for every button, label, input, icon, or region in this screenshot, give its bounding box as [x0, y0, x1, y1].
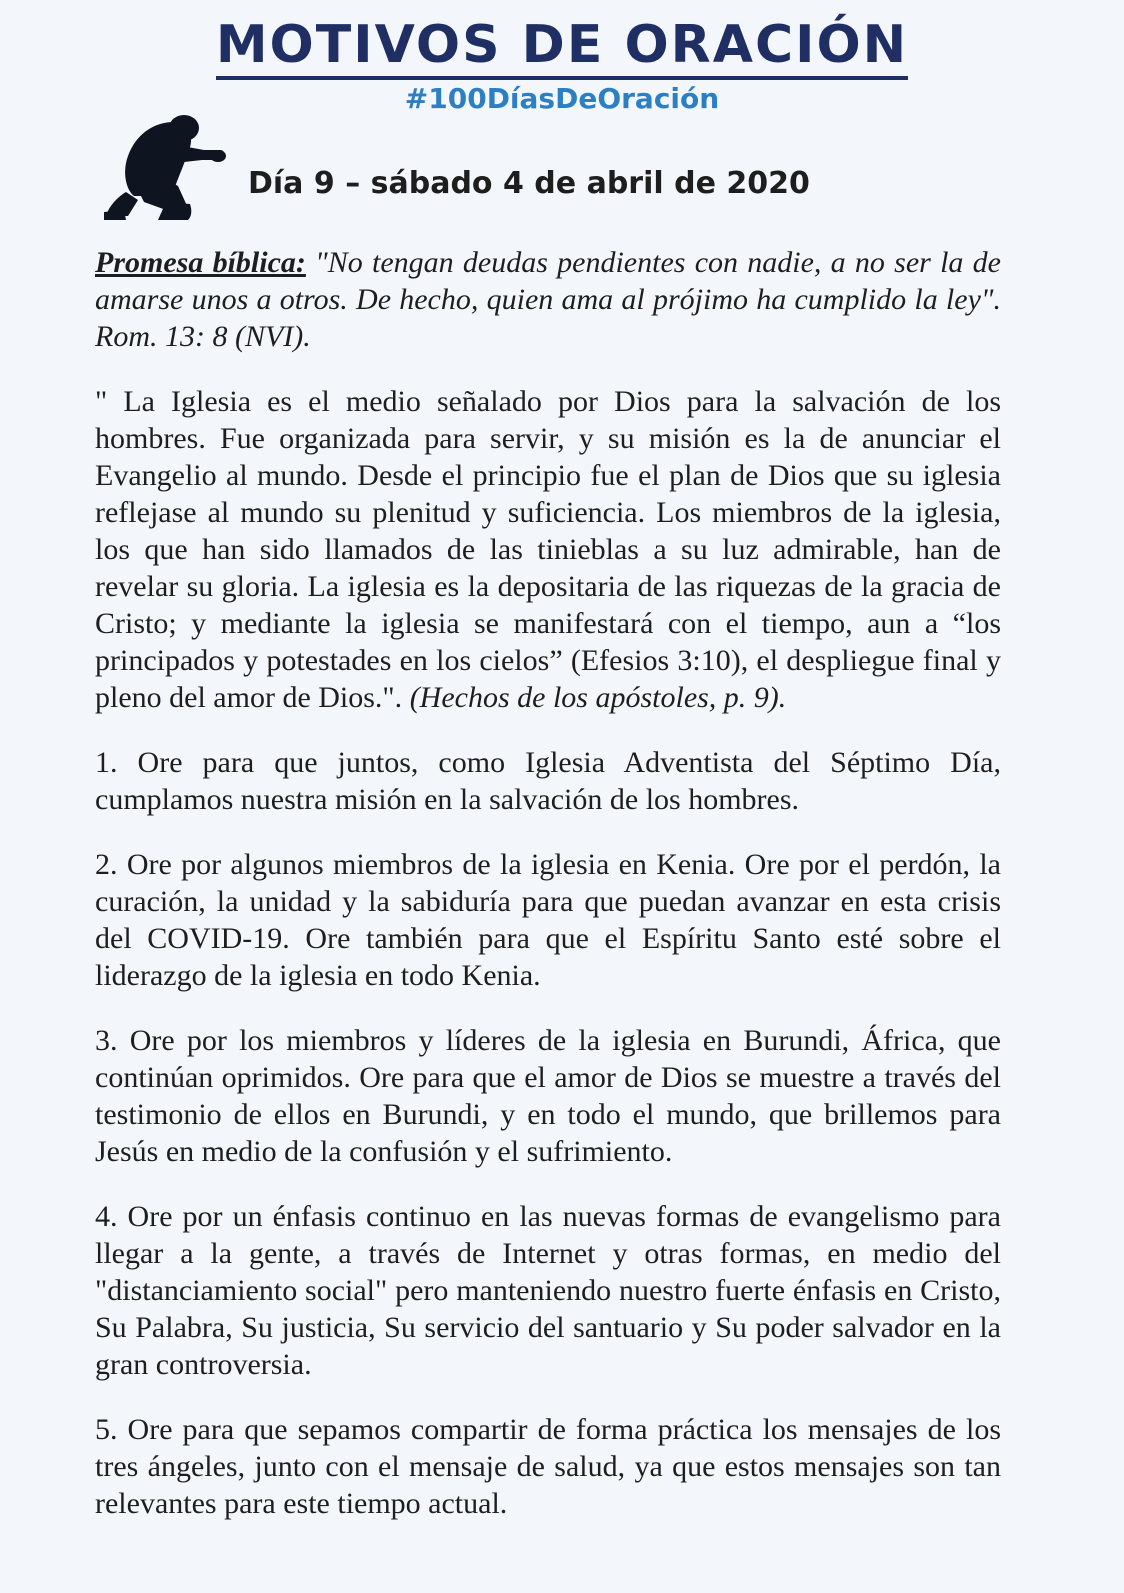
prayer-item-3: 3. Ore por los miembros y líderes de la iglesia en Burundi, África, que continúan oprimidos. Ore para que el amor de Dios se muestre a través del testimonio de ellos en Burundi, y en todo el mundo, que brillemos para Jesús en medio de la confusión y el sufrimiento. — [95, 1024, 1001, 1168]
prayer-item-2: 2. Ore por algunos miembros de la iglesia en Kenia. Ore por el perdón, la curación, la unidad y la sabiduría para que puedan avanzar en esta crisis del COVID-19. Ore también para que el Espíritu Santo esté sobre el liderazgo de la iglesia en todo Kenia. — [95, 848, 1001, 992]
praying-person-icon — [104, 112, 228, 224]
page-title — [0, 14, 1124, 80]
promesa-text: "No tengan deudas pendientes con nadie, a no ser la de amarse unos a otros. De hecho, quien ama al prójimo ha cumplido la ley". Rom. 13: 8 (NVI). — [95, 246, 1001, 353]
prayer-item-5: 5. Ore para que sepamos compartir de forma práctica los mensajes de los tres ángeles, junto con el mensaje de salud, ya que estos mensajes son tan relevantes para este tiempo actual. — [95, 1413, 1001, 1520]
prayer-item-4: 4. Ore por un énfasis continuo en las nuevas formas de evangelismo para llegar a la gente, a través de Internet y otras formas, en medio del "distanciamiento social" pero manteniendo nuestro fuerte énfasis en Cristo, Su Palabra, Su justicia, Su servicio del santuario y Su poder salvador en la gran controversia. — [95, 1200, 1001, 1381]
quote-paragraph — [95, 383, 1001, 716]
quote-source: (Hechos de los apóstoles, p. 9). — [409, 681, 787, 714]
hashtag: #100DíasDeOración — [404, 82, 720, 115]
document-body — [95, 244, 1001, 1550]
prayer-item-1: 1. Ore para que juntos, como Iglesia Adventista del Séptimo Día, cumplamos nuestra misión en la salvación de los hombres. — [95, 746, 1001, 816]
promesa-label: Promesa bíblica: — [95, 246, 306, 279]
page-title-text: MOTIVOS DE ORACIÓN — [216, 14, 908, 80]
day-date: Día 9 – sábado 4 de abril de 2020 — [248, 166, 810, 201]
quote-text: " La Iglesia es el medio señalado por Dios para la salvación de los hombres. Fue organizada para servir, y su misión es la de anunciar el Evangelio al mundo. Desde el principio fue el plan de Dios que su iglesia reflejase al mundo su plenitud y suficiencia. Los miembros de la iglesia, los que han sido llamados de las tinieblas a su luz admirable, han de revelar su gloria. La iglesia es la depositaria de las riquezas de la gracia de Cristo; y mediante la iglesia se manifestará con el tiempo, aun a “los principados y potestades en los cielos” (Efesios 3:10), el despliegue final y pleno del amor de Dios.". — [95, 385, 1001, 714]
promesa-paragraph — [95, 244, 1001, 355]
